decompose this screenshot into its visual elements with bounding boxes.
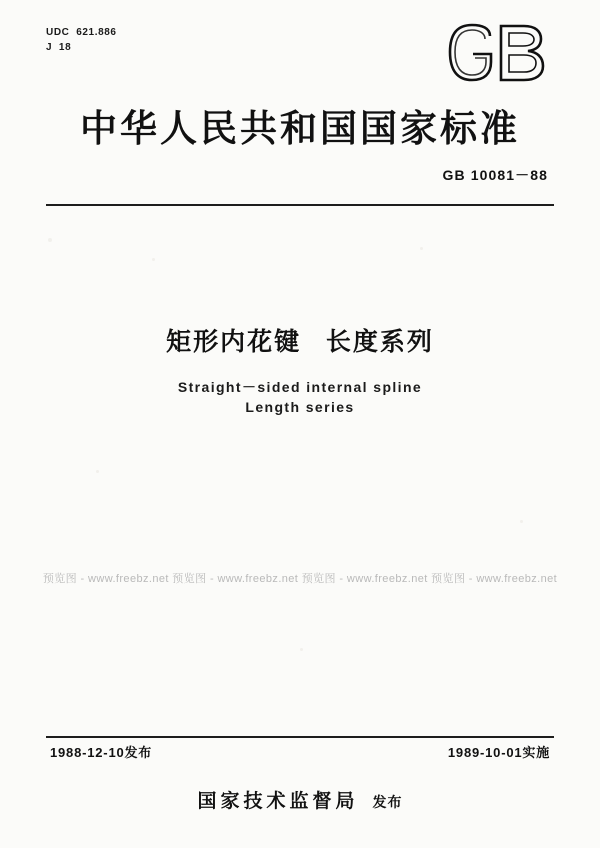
paper-speckle bbox=[152, 258, 155, 261]
footer-divider bbox=[46, 736, 554, 738]
page-title: 中华人民共和国国家标准 bbox=[80, 109, 520, 150]
subject-title-chinese: 矩形内花键 长度系列 bbox=[166, 329, 434, 356]
paper-speckle bbox=[96, 470, 99, 473]
gb-logo-icon bbox=[444, 22, 552, 84]
publisher-name: 国家技术监督局 bbox=[197, 791, 359, 812]
paper-speckle bbox=[48, 238, 52, 242]
subject-title-english-line2: Length series bbox=[245, 399, 355, 415]
udc-classification-block bbox=[46, 26, 117, 55]
publisher-verb: 发布 bbox=[372, 796, 403, 811]
standard-number: GB 10081－88 bbox=[442, 167, 548, 183]
subject-title-english-line1: Straight－sided internal spline bbox=[177, 379, 423, 395]
paper-speckle bbox=[420, 247, 423, 250]
issue-date: 1988-12-10发布 bbox=[50, 745, 153, 760]
watermark-text: 预览图 - www.freebz.net 预览图 - www.freebz.net 预览图 - www.freebz.net 预览图 - www.freebz.net bbox=[42, 573, 558, 585]
effective-date: 1989-10-01实施 bbox=[447, 745, 550, 760]
header-divider bbox=[46, 204, 554, 206]
udc-category-code: J 18 bbox=[46, 41, 72, 53]
publisher-block bbox=[0, 786, 600, 813]
paper-speckle bbox=[300, 648, 303, 651]
paper-speckle bbox=[520, 520, 523, 523]
udc-number: UDC 621.886 bbox=[46, 27, 117, 38]
